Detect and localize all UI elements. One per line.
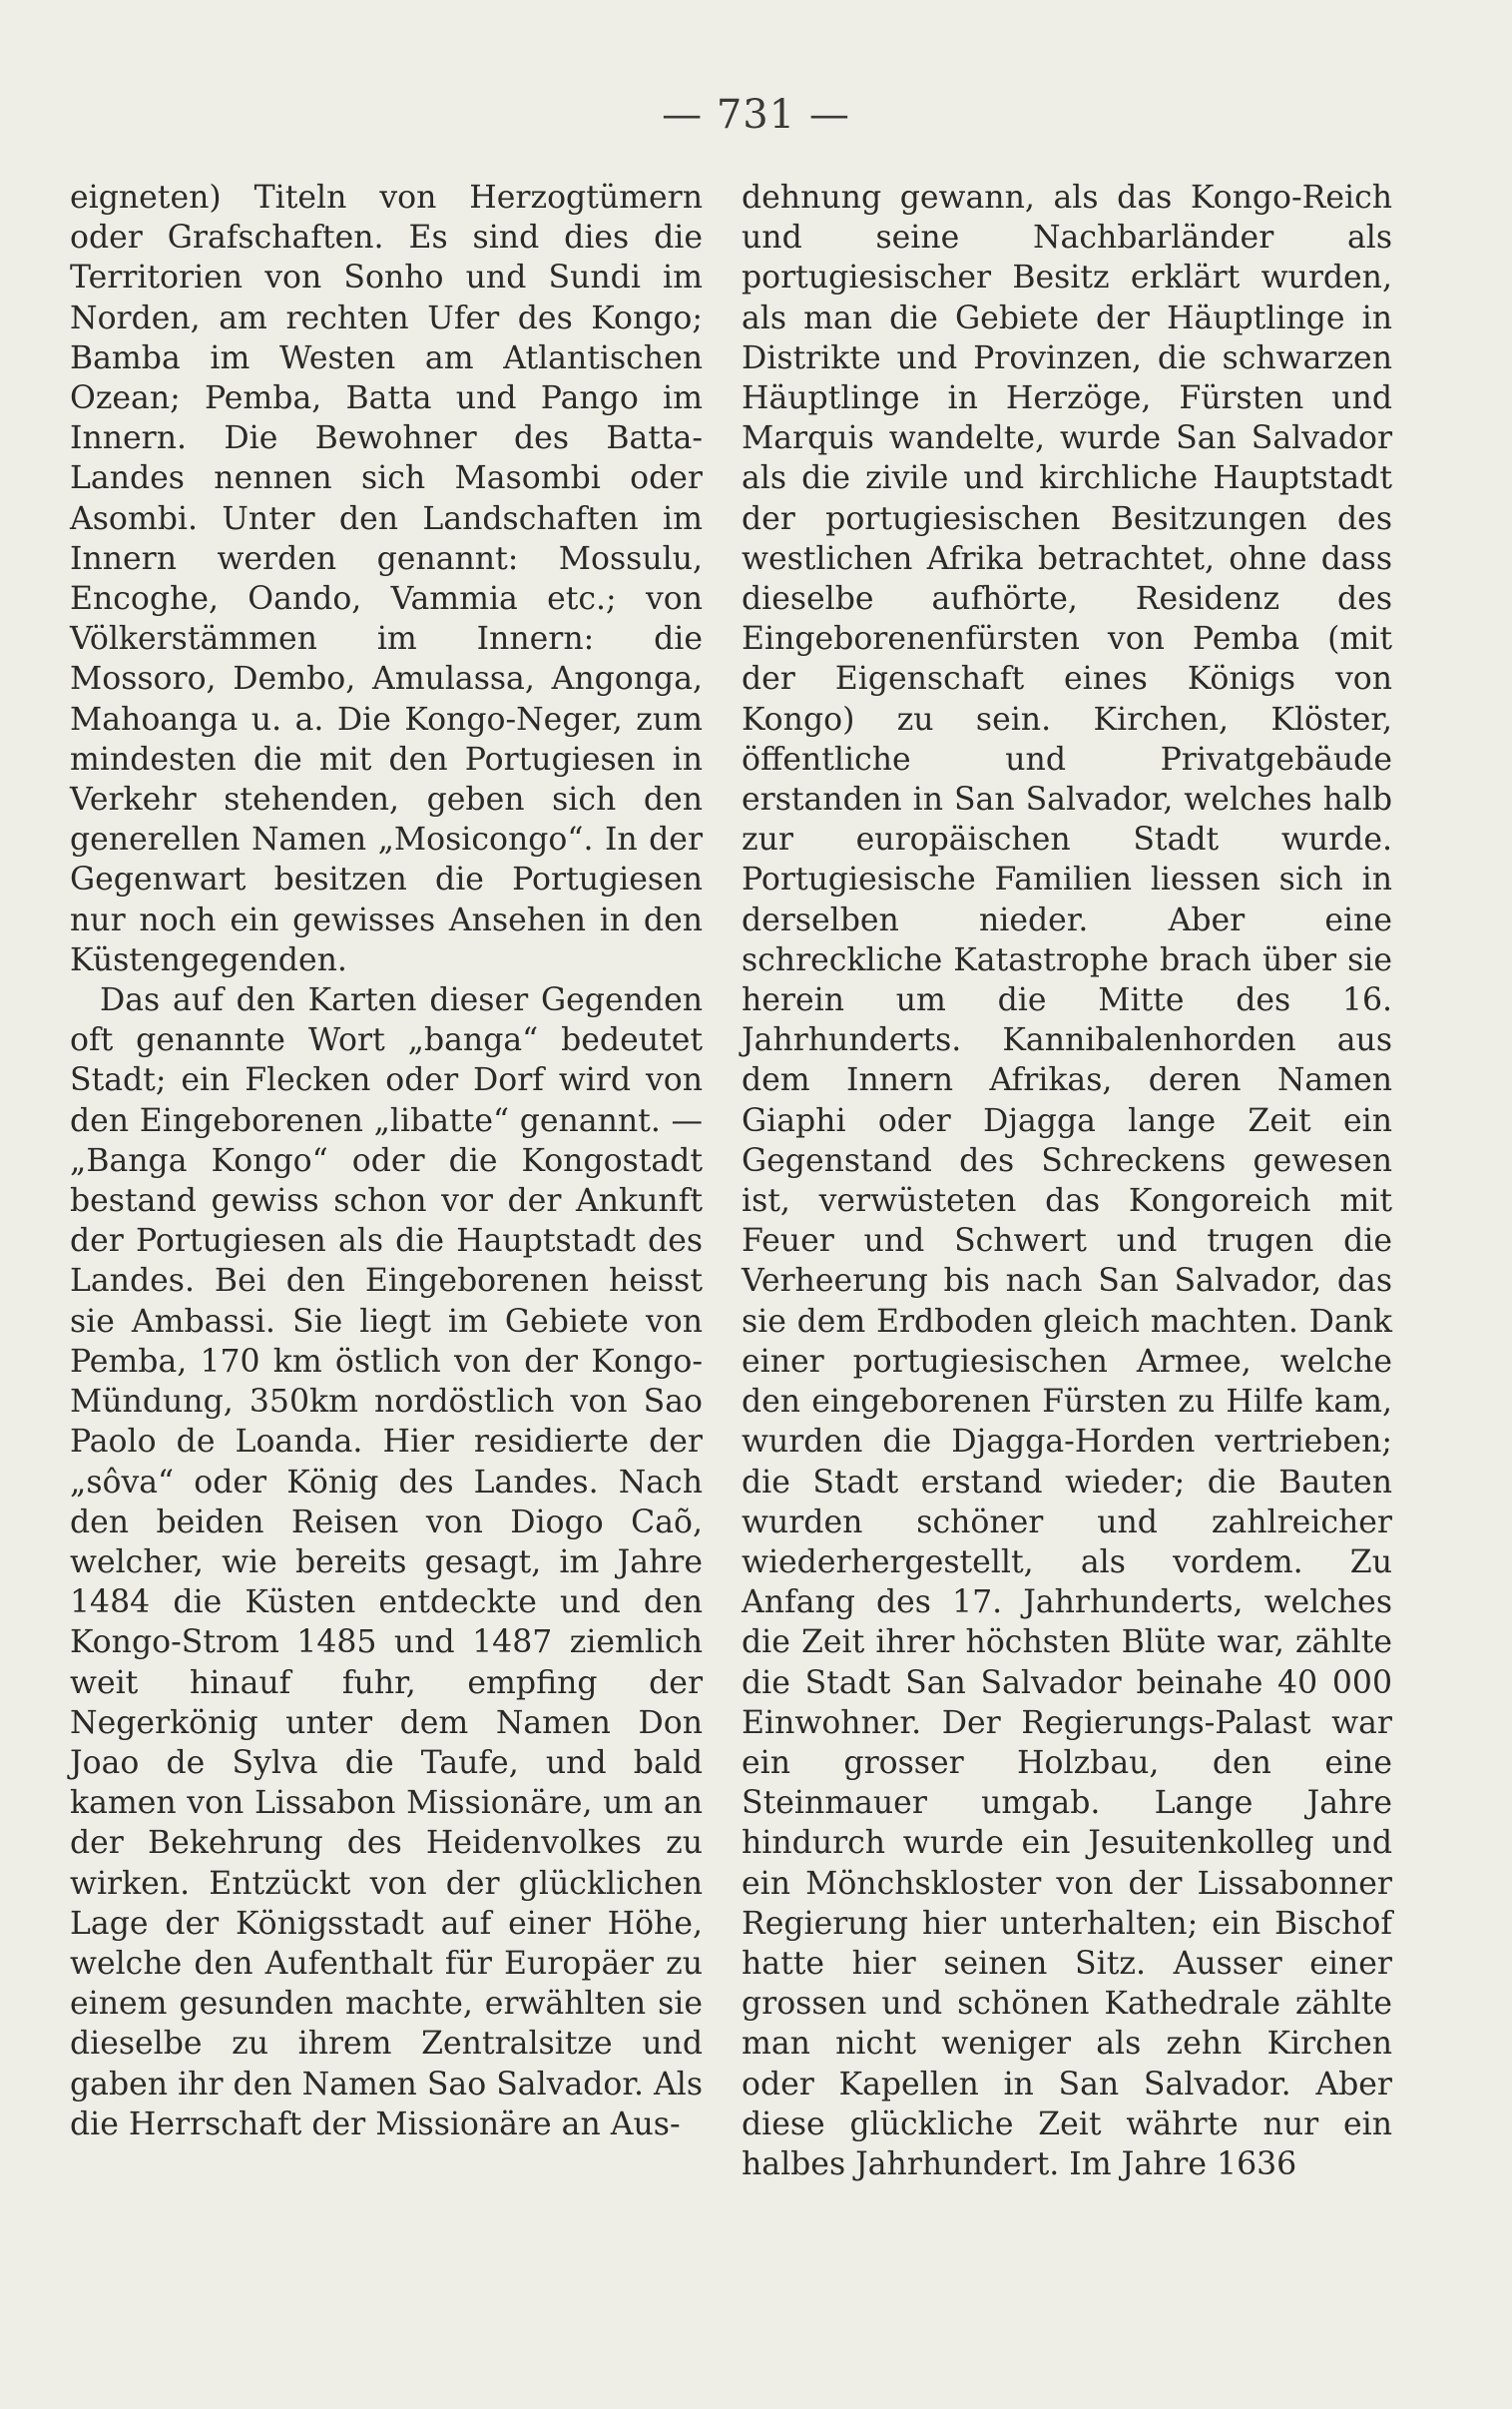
paragraph: Das auf den Karten dieser Gegenden oft genannte Wort „banga“ bedeutet Stadt; ein Flecken oder Dorf wird von den Eingeborenen „libatte“ genannt. — „Banga Kongo“ oder die Kongostadt bestand gewiss schon vor der Ankunft der Portugiesen als die Hauptstadt des Landes. Bei den Eingeborenen heisst sie Ambassi. Sie liegt im Gebiete von Pemba, 170 km östlich von der Kongo-Mündung, 350km nordöstlich von Sao Paolo de Loanda. Hier residierte der „sôva“ oder König des Landes. Nach den beiden Reisen von Diogo Caõ, welcher, wie bereits gesagt, im Jahre 1484 die Küsten entdeckte und den Kongo-Strom 1485 und 1487 ziemlich weit hinauf fuhr, empfing der Negerkönig unter dem Namen Don Joao de Sylva die Taufe, und bald kamen von Lissabon Missionäre, um an der Bekehrung des Heidenvolkes zu wirken. Entzückt von der glücklichen Lage der Königsstadt auf einer Höhe, welche den Aufenthalt für Europäer zu einem gesunden machte, erwählten sie dieselbe zu ihrem Zentralsitze und gaben ihr den Namen Sao Salvador. Als die Herrschaft der Missionäre an Aus- bbox=[70, 982, 703, 2142]
page-number: — 731 — bbox=[662, 92, 850, 138]
paragraph: dehnung gewann, als das Kongo-Reich und seine Nachbarländer als portugiesischer Besitz erklärt wurden, als man die Gebiete der Häuptlinge in Distrikte und Provinzen, die schwarzen Häuptlinge in Herzöge, Fürsten und Marquis wandelte, wurde San Salvador als die zivile und kirchliche Hauptstadt der portugiesischen Besitzungen des westlichen Afrika betrachtet, ohne dass dieselbe aufhörte, Residenz des Eingeborenenfürsten von Pemba (mit der Eigenschaft eines Königs von Kongo) zu sein. Kirchen, Klöster, öffentliche und Privatgebäude erstanden in San Salvador, welches halb zur europäischen Stadt wurde. Portugiesische Familien liessen sich in derselben nieder. Aber eine schreckliche Katastrophe brach über sie herein um die Mitte des 16. Jahrhunderts. Kannibalenhorden aus dem Innern Afrikas, deren Namen Giaphi oder Djagga lange Zeit ein Gegenstand des Schreckens gewesen ist, verwüsteten das Kongoreich mit Feuer und Schwert und trugen die Verheerung bis nach San Salvador, das sie dem Erdboden gleich machten. Dank einer portugiesischen Armee, welche den eingeborenen Fürsten zu Hilfe kam, wurden die Djagga-Horden vertrieben; die Stadt erstand wieder; die Bauten wurden schöner und zahlreicher wiederhergestellt, als vordem. Zu Anfang des 17. Jahrhunderts, welches die Zeit ihrer höchsten Blüte war, zählte die Stadt San Salvador beinahe 40 000 Einwohner. Der Regierungs-Palast war ein grosser Holzbau, den eine Steinmauer umgab. Lange Jahre hindurch wurde ein Jesuitenkolleg und ein Mönchskloster von der Lissabonner Regierung hier unterhalten; ein Bischof hatte hier seinen Sitz. Ausser einer grossen und schönen Kathedrale zählte man nicht weniger als zehn Kirchen oder Kapellen in San Salvador. Aber diese glückliche Zeit währte nur ein halbes Jahrhundert. Im Jahre 1636 bbox=[742, 180, 1392, 2182]
left-column bbox=[70, 178, 703, 2144]
right-column bbox=[742, 178, 1392, 2184]
paragraph: eigneten) Titeln von Herzogtümern oder Grafschaften. Es sind dies die Territorien von Sonho und Sundi im Norden, am rechten Ufer des Kongo; Bamba im Westen am Atlantischen Ozean; Pemba, Batta und Pango im Innern. Die Bewohner des Batta-Landes nennen sich Masombi oder Asombi. Unter den Landschaften im Innern werden genannt: Mossulu, Encoghe, Oando, Vammia etc.; von Völkerstämmen im Innern: die Mossoro, Dembo, Amulassa, Angonga, Mahoanga u. a. Die Kongo-Neger, zum mindesten die mit den Portugiesen in Verkehr stehenden, geben sich den generellen Namen „Mosicongo“. In der Gegenwart besitzen die Portugiesen nur noch ein gewisses Ansehen in den Küstengegenden. bbox=[70, 180, 703, 978]
